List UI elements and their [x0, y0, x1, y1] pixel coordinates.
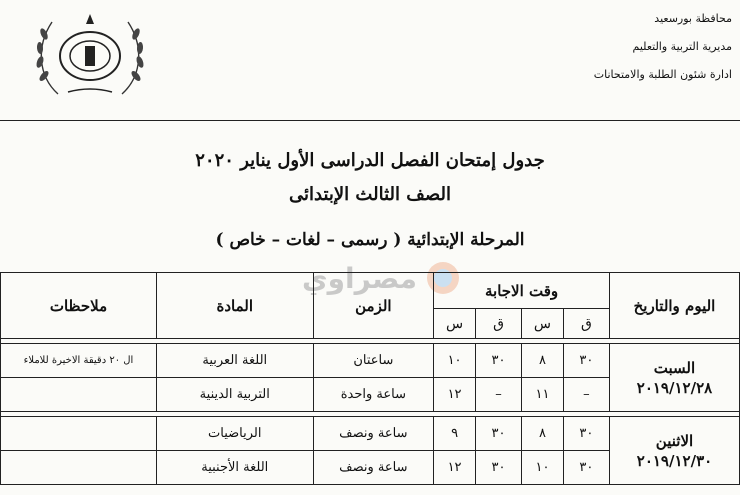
- start-hours: ١١: [522, 378, 564, 412]
- day-cell: السبت ٢٠١٩/١٢/٢٨: [609, 344, 739, 412]
- subject-cell: اللغة العربية: [156, 344, 313, 378]
- day-date-header: اليوم والتاريخ: [609, 273, 739, 339]
- note-cell: [1, 378, 157, 412]
- stage-title: المرحلة الإبتدائية ( رسمى – لغات – خاص ): [215, 230, 525, 250]
- start-minutes: ٣٠: [563, 417, 609, 451]
- end-minutes: ٣٠: [475, 344, 521, 378]
- to-minutes-header: ق: [475, 309, 521, 339]
- day-cell: الاثنين ٢٠١٩/١٢/٣٠: [609, 417, 739, 485]
- exam-title: جدول إمتحان الفصل الدراسى الأول يناير ٢٠٢٠: [195, 150, 545, 171]
- note-cell: ال ٢٠ دقيقة الاخيرة للاملاء: [1, 344, 157, 378]
- start-minutes: ٣٠: [563, 344, 609, 378]
- subject-cell: التربية الدينية: [156, 378, 313, 412]
- table-row: [1, 417, 740, 451]
- duration-cell: ساعة ونصف: [313, 451, 434, 485]
- note-cell: [1, 417, 157, 451]
- to-hours-header: س: [434, 309, 476, 339]
- duration-cell: ساعة ونصف: [313, 417, 434, 451]
- end-hours: ١٢: [434, 451, 476, 485]
- header-divider: [0, 120, 740, 121]
- start-hours: ٨: [522, 417, 564, 451]
- grade-title: الصف الثالث الإبتدائى: [289, 184, 451, 205]
- subject-header: المادة: [156, 273, 313, 339]
- emblem-icon: [28, 6, 152, 102]
- start-hours: ١٠: [522, 451, 564, 485]
- exam-schedule-table: [0, 272, 740, 485]
- end-minutes: ٣٠: [475, 451, 521, 485]
- table-row: [1, 344, 740, 378]
- duration-header: الزمن: [313, 273, 434, 339]
- duration-cell: ساعة واحدة: [313, 378, 434, 412]
- department-label: ادارة شئون الطلبة والامتحانات: [593, 68, 732, 81]
- directorate-label: مديرية التربية والتعليم: [632, 40, 732, 53]
- end-minutes: –: [475, 378, 521, 412]
- start-minutes: ٣٠: [563, 451, 609, 485]
- note-cell: [1, 451, 157, 485]
- start-hours: ٨: [522, 344, 564, 378]
- end-hours: ١٠: [434, 344, 476, 378]
- start-minutes: –: [563, 378, 609, 412]
- duration-cell: ساعتان: [313, 344, 434, 378]
- notes-header: ملاحظات: [1, 273, 157, 339]
- from-minutes-header: ق: [563, 309, 609, 339]
- end-hours: ٩: [434, 417, 476, 451]
- issuer-header: [502, 12, 732, 96]
- subject-cell: الرياضيات: [156, 417, 313, 451]
- end-minutes: ٣٠: [475, 417, 521, 451]
- subject-cell: اللغة الأجنبية: [156, 451, 313, 485]
- from-hours-header: س: [522, 309, 564, 339]
- governorate-label: محافظة بورسعيد: [654, 12, 732, 25]
- answer-time-header: وقت الاجابة: [434, 273, 610, 309]
- watermark-text: مصراوي: [301, 262, 417, 295]
- end-hours: ١٢: [434, 378, 476, 412]
